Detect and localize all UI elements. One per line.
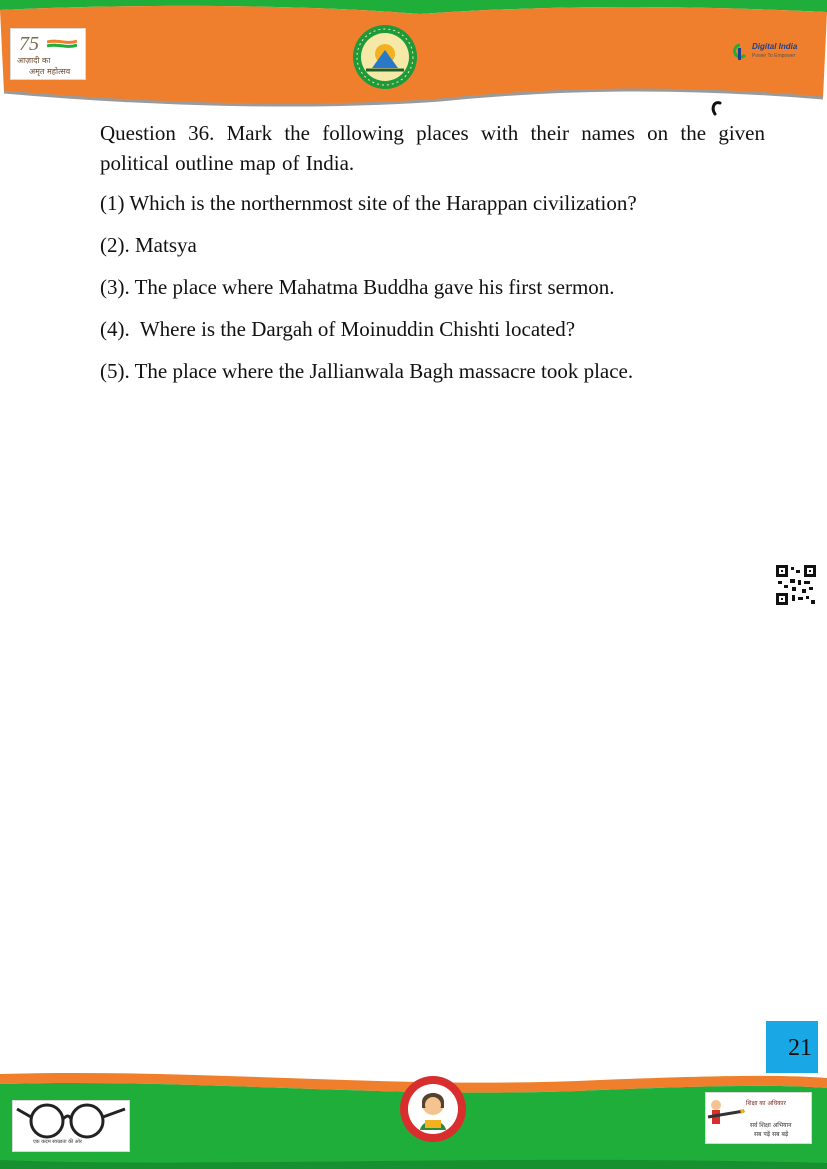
question-item-3: (3). The place where Mahatma Buddha gave his first sermon. [100, 275, 615, 299]
tricolor-swoosh-icon [47, 39, 77, 51]
swachh-bharat-logo [12, 1100, 130, 1152]
digital-india-icon [728, 38, 750, 64]
page-number-box [766, 1021, 818, 1073]
kendriya-vidyalaya-emblem-icon [352, 24, 418, 90]
question-item-2: (2). Matsya [100, 233, 197, 257]
right-to-education-logo [705, 1092, 812, 1144]
qr-code-icon [776, 565, 816, 605]
digital-india-tagline: Power To Empower [752, 53, 796, 59]
azadi-ka-amrit-mahotsav-logo [10, 28, 86, 80]
question-item-5: (5). The place where the Jallianwala Bagh massacre took place. [100, 359, 634, 383]
digital-india-logo [728, 38, 800, 70]
children-with-pencil-icon [706, 1093, 746, 1141]
digital-india-title: Digital India [752, 42, 798, 51]
gandhi-spectacles-icon [13, 1101, 131, 1141]
question-item-1: (1) Which is the northernmost site of the Harappan civilization? [100, 191, 637, 215]
swachh-tagline: एक कदम स्वच्छता की ओर [33, 1139, 82, 1145]
question-block [100, 118, 765, 398]
rte-line1: सर्व शिक्षा अभियान [750, 1122, 792, 1129]
azadi-line1: आज़ादी का [17, 56, 51, 65]
azadi-numeral: 75 [19, 33, 39, 55]
question-title: Question 36. Mark the following places with their names on the given political outline map of India. [100, 121, 765, 175]
azadi-line2: अमृत महोत्सव [29, 67, 71, 76]
page-number: 21 [788, 1035, 812, 1061]
question-item-4: (4). Where is the Dargah of Moinuddin Chishti located? [100, 317, 576, 341]
stray-ink-mark-icon [710, 100, 724, 116]
beti-padhao-emblem-icon [398, 1074, 468, 1144]
rte-title: शिक्षा का अधिकार [746, 1100, 786, 1107]
rte-line2: सब पढ़ें सब बढ़ें [754, 1131, 789, 1138]
